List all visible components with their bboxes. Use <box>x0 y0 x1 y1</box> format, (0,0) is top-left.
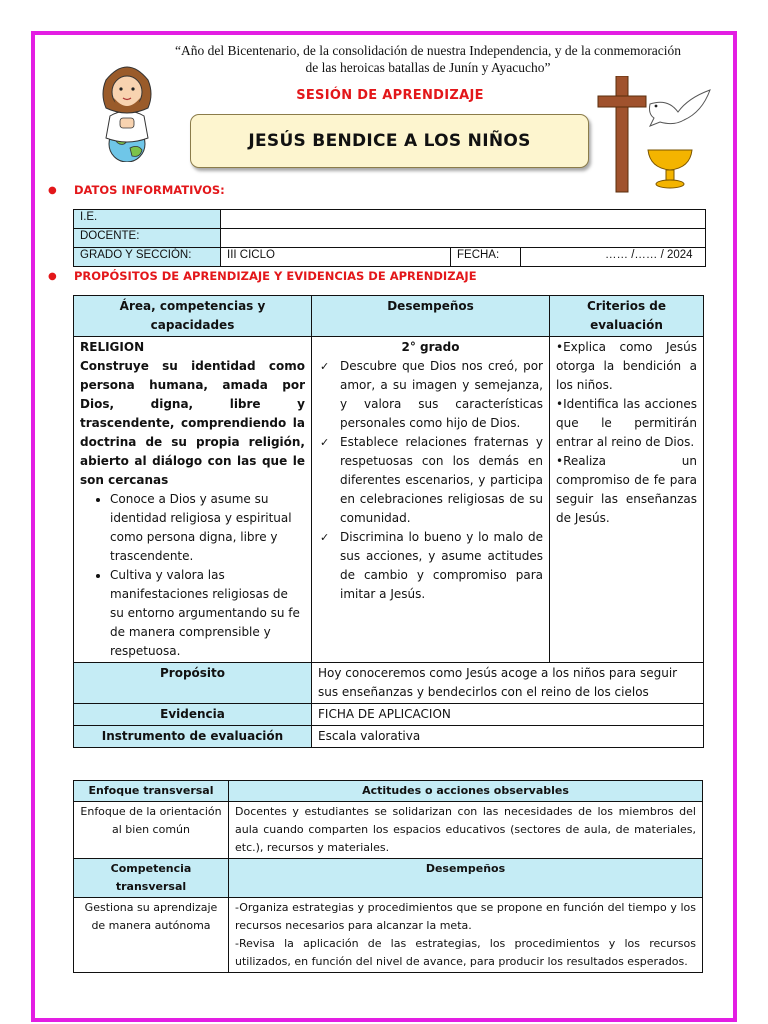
header-competencia: Competencia transversal <box>74 859 229 898</box>
ie-value[interactable] <box>221 210 706 229</box>
bullet-icon: ● <box>48 184 57 196</box>
table-row <box>74 248 706 267</box>
grade-label: 2° grado <box>401 340 460 354</box>
list-item: ✓ Discrimina lo bueno y lo malo de sus acciones, y asume actitudes de cambio y compromiso para imitar a Jesús. <box>318 528 543 604</box>
desempenos-cell <box>312 337 550 663</box>
competencia-text: Construye su identidad como persona humana, amada por Dios, digna, libre y trascendente, comprendiendo la doctrina de su propia religión, abierto al diálogo con las que le son cercanas <box>80 359 305 487</box>
area-title: RELIGION <box>80 340 145 354</box>
area-cell <box>74 337 312 663</box>
list-item: -Revisa la aplicación de las estrategias, los procedimientos y los recursos utilizados, en función del nivel de avance, para producir los resultados esperados. <box>235 937 696 968</box>
bullet-icon: ● <box>48 270 57 282</box>
competencia-desempenos <box>229 898 703 973</box>
header-enfoque: Enfoque transversal <box>74 781 229 802</box>
transversal-table <box>73 780 703 973</box>
section-propositos <box>48 269 477 283</box>
motto-line-2: de las heroicas batallas de Junín y Ayacucho” <box>305 60 551 75</box>
header-criterios: Criterios de evaluación <box>550 296 704 337</box>
table-row <box>74 802 703 859</box>
header-area: Área, competencias y capacidades <box>74 296 312 337</box>
list-item: -Organiza estrategias y procedimientos que se propone en función del tiempo y los recursos necesarios para alcanzar la meta. <box>235 901 696 932</box>
list-item: ✓ Establece relaciones fraternas y respetuosas con los demás en diferentes escenarios, y participa en celebraciones religiosas de su comunidad. <box>318 433 543 528</box>
table-row <box>74 898 703 973</box>
session-title: SESIÓN DE APRENDIZAJE <box>296 88 484 103</box>
fecha-value[interactable]: …… /…… / 2024 <box>521 248 706 267</box>
learning-purposes-table <box>73 295 704 748</box>
list-item: •Explica como Jesús otorga la bendición a los niños. <box>556 340 697 392</box>
evidencia-label: Evidencia <box>74 704 312 726</box>
header-desempenos-transversal: Desempeños <box>229 859 703 898</box>
header-actitudes: Actitudes o acciones observables <box>229 781 703 802</box>
competencia-name: Gestiona su aprendizaje de manera autónoma <box>74 898 229 973</box>
table-row <box>74 337 704 663</box>
grado-value[interactable]: III CICLO <box>221 248 451 267</box>
instrumento-text: Escala valorativa <box>312 726 704 748</box>
fecha-label: FECHA: <box>451 248 521 267</box>
lesson-title: JESÚS BENDICE A LOS NIÑOS <box>190 114 589 168</box>
table-header-row <box>74 859 703 898</box>
desempenos-list <box>318 357 543 604</box>
list-item: •Identifica las acciones que le permitirán entrar al reino de Dios. <box>556 397 697 449</box>
table-row <box>74 704 704 726</box>
table-header-row <box>74 296 704 337</box>
table-row <box>74 210 706 229</box>
enfoque-name: Enfoque de la orientación al bien común <box>74 802 229 859</box>
cross-dove-chalice-illustration <box>592 76 714 194</box>
list-item: ✓ Descubre que Dios nos creó, por amor, a su imagen y semejanza, y valora sus características personales como hijo de Dios. <box>318 357 543 433</box>
motto-line-1: “Año del Bicentenario, de la consolidación de nuestra Independencia, y de la conmemoración <box>174 43 682 58</box>
docente-value[interactable] <box>221 229 706 248</box>
table-row <box>74 229 706 248</box>
enfoque-text: Docentes y estudiantes se solidarizan con las necesidades de los miembros del aula cuando comparten los espacios educativos (sectores de aula, de materiales, etc.), recursos y materiales. <box>229 802 703 859</box>
header-desempenos: Desempeños <box>312 296 550 337</box>
child-globe-illustration <box>92 58 162 162</box>
docente-label: DOCENTE: <box>74 229 221 248</box>
proposito-label: Propósito <box>74 663 312 704</box>
table-row <box>74 726 704 748</box>
section-propositos-label: PROPÓSITOS DE APRENDIZAJE Y EVIDENCIAS DE APRENDIZAJE <box>74 269 477 283</box>
list-item: •Realiza un compromiso de fe para seguir las enseñanzas de Jesús. <box>556 454 697 525</box>
list-item: • Conoce a Dios y asume su identidad religiosa y espiritual como persona digna, libre y trascendente. <box>110 490 305 566</box>
instrumento-label: Instrumento de evaluación <box>74 726 312 748</box>
table-header-row <box>74 781 703 802</box>
grado-label: GRADO Y SECCIÓN: <box>74 248 221 267</box>
section-datos-label: DATOS INFORMATIVOS: <box>74 183 225 197</box>
info-table <box>73 209 706 267</box>
evidencia-text: FICHA DE APLICACION <box>312 704 704 726</box>
capacidades-list <box>80 490 305 661</box>
table-row <box>74 663 704 704</box>
ie-label: I.E. <box>74 210 221 229</box>
proposito-text: Hoy conoceremos como Jesús acoge a los niños para seguir sus enseñanzas y bendecirlos con el reino de los cielos <box>312 663 704 704</box>
list-item: • Cultiva y valora las manifestaciones religiosas de su entorno argumentando su fe de manera comprensible y respetuosa. <box>110 566 305 661</box>
section-datos-informativos <box>48 183 225 197</box>
year-motto <box>150 42 706 76</box>
criterios-cell <box>550 337 704 663</box>
